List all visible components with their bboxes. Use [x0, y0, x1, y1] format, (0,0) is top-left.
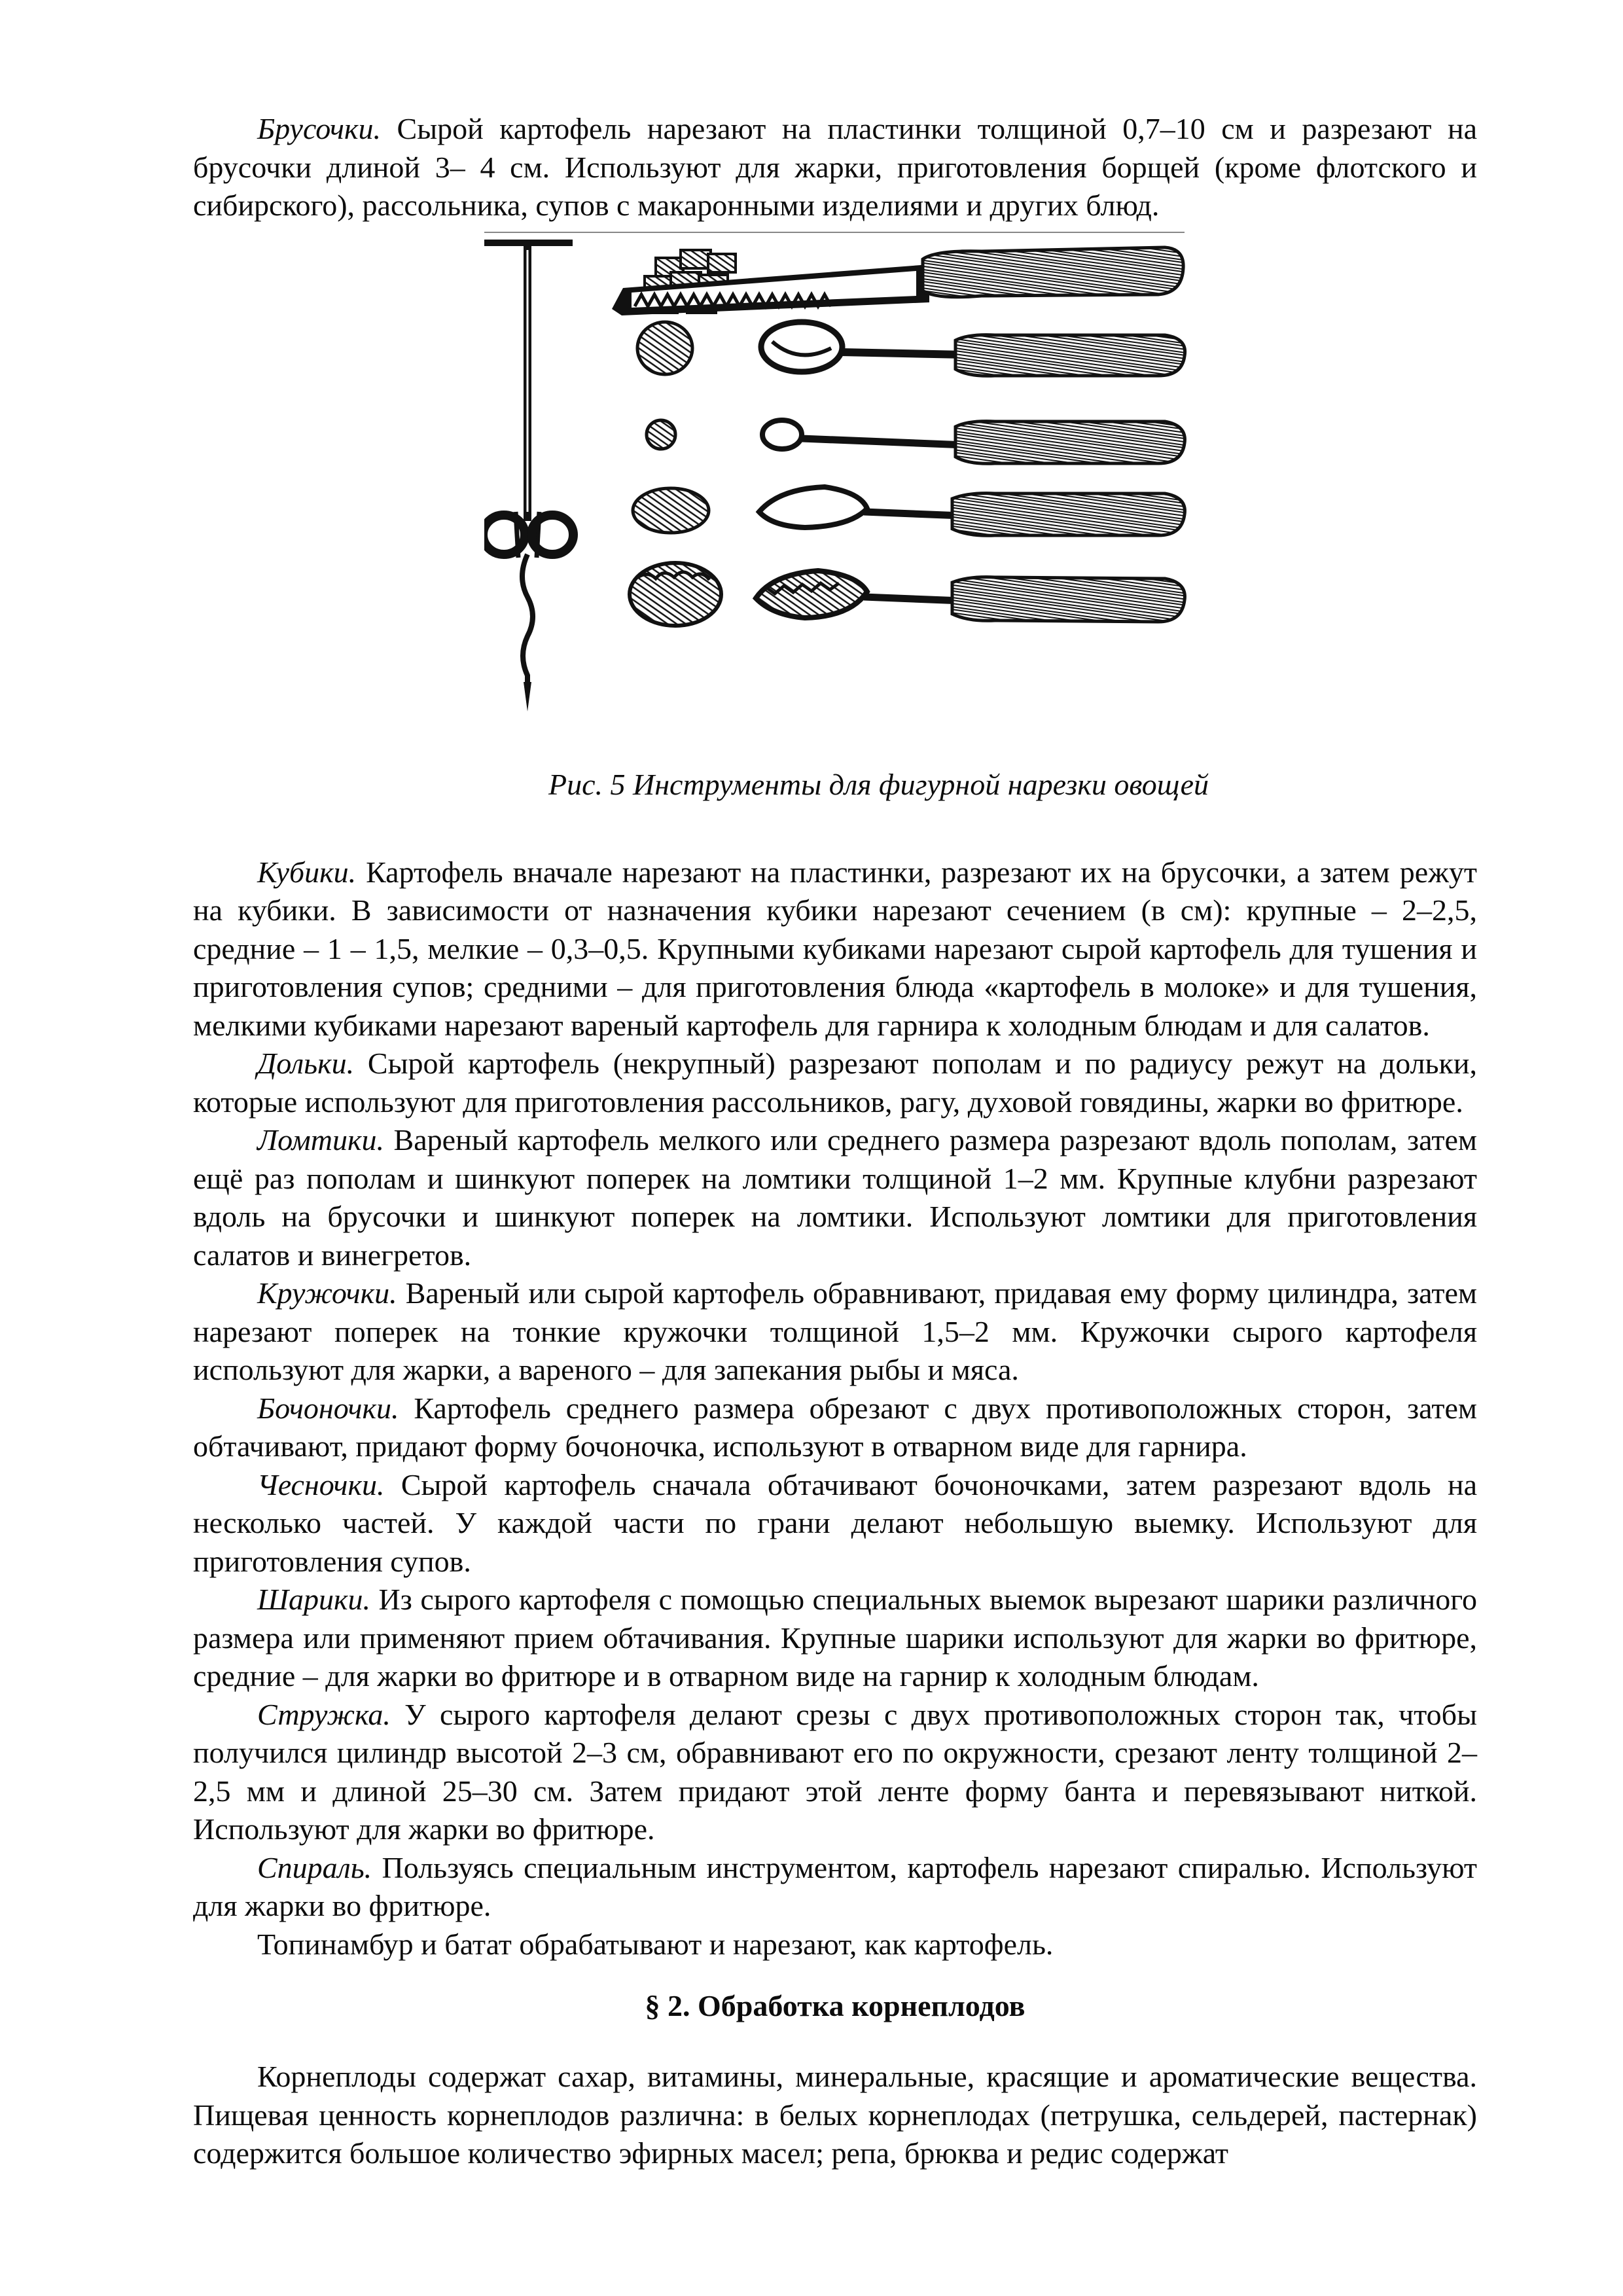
- paragraph-dolki: [193, 1045, 1477, 1121]
- fluted-scoop-icon: [756, 571, 1185, 622]
- term-shariki: Шарики.: [257, 1583, 370, 1616]
- large-ball-icon: [637, 322, 692, 374]
- term-dolki: Дольки.: [257, 1047, 355, 1080]
- paragraph-kruzhochki: [193, 1274, 1477, 1390]
- small-ball-icon: [647, 420, 675, 449]
- section-heading: § 2. Обработка корнеплодов: [645, 1989, 1026, 2022]
- small-scoop-icon: [762, 420, 1185, 463]
- paragraph-brusochki: [193, 110, 1477, 225]
- paragraph-korneplody: Корнеплоды содержат сахар, витамины, минеральные, красящие и ароматические вещества. Пищевая ценность корнеплодов различна: в белых корнеплодах (петрушка, сельдерей, пастернак) содержится большое количество эфирных масел; репа, брюква и редис содержат: [193, 2060, 1477, 2170]
- paragraph-text: Сырой картофель (некрупный) разрезают пополам и по радиусу режут на дольки, которые используют для приготовления рассольников, рагу, духовой говядины, жарки во фритюре.: [193, 1047, 1477, 1119]
- term-lomtiki: Ломтики.: [257, 1123, 384, 1157]
- oval-potato-icon: [633, 488, 709, 533]
- paragraph-text: У сырого картофеля делают срезы с двух противоположных сторон так, чтобы получился цилиндр высотой 2–3 см, обравнивают его по окружности, срезают ленту толщиной 2–2,5 мм и длиной 25–30 см. Затем придают этой ленте форму банта и перевязывают ниткой. Используют для жарки во фритюре.: [193, 1697, 1477, 1846]
- term-spiral: Спираль.: [257, 1850, 372, 1884]
- term-kubiki: Кубики.: [257, 855, 357, 889]
- paragraph-text: Сырой картофель нарезают на пластинки толщиной 0,7–10 см и разрезают на брусочки длиной 3– 4 см. Используют для жарки, приготовления борщей (кроме флотского и сибирского), рассольника, супов с макаронными изделиями и других блюд.: [193, 112, 1477, 222]
- term-struzhka: Стружка.: [257, 1697, 391, 1731]
- paragraph-text: Из сырого картофеля с помощью специальных выемок вырезают шарики различного размера или применяют прием обтачивания. Крупные шарики используют для жарки во фритюре, средние – для жарки во фритюре и в отварном виде на гарнир к холодным блюдам.: [193, 1583, 1477, 1693]
- tools-illustration: [484, 230, 1209, 762]
- paragraph-text: Сырой картофель сначала обтачивают бочоночками, затем разрезают вдоль на несколько частей. У каждой части по грани делают небольшую выемку. Используют для приготовления супов.: [193, 1467, 1477, 1578]
- term-bochonochki: Бочоночки.: [257, 1391, 399, 1425]
- page-content: [193, 110, 1477, 2173]
- paragraph-lomtiki: [193, 1121, 1477, 1274]
- paragraph-bochonochki: [193, 1390, 1477, 1466]
- spiral-cutter-icon: [484, 240, 573, 711]
- large-scoop-icon: [761, 322, 1185, 376]
- figure-vegetable-cutting-tools: [193, 230, 1477, 808]
- paragraph-text: Топинамбур и батат обрабатывают и нарезают, как картофель.: [257, 1927, 1054, 1961]
- term-brusochki: Брусочки.: [257, 112, 381, 145]
- paragraph-kubiki: [193, 853, 1477, 1045]
- paragraph-struzhka: [193, 1696, 1477, 1849]
- term-kruzhochki: Кружочки.: [257, 1276, 397, 1310]
- paragraph-text: Вареный картофель мелкого или среднего размера разрезают вдоль пополам, затем ещё раз пополам и шинкуют поперек на ломтики толщиной 1–2 мм. Крупные клубни разрезают вдоль на брусочки и шинкуют поперек на ломтики. Используют ломтики для приготовления салатов и винегретов.: [193, 1123, 1477, 1272]
- paragraph-text: Пользуясь специальным инструментом, картофель нарезают спиралью. Используют для жарки во фритюре.: [193, 1850, 1477, 1922]
- paragraph-text: Картофель вначале нарезают на пластинки, разрезают их на брусочки, а затем режут на кубики. В зависимости от назначения кубики нарезают сечением (в см): крупные – 2–2,5, средние – 1 – 1,5, мелкие – 0,3–0,5. Крупными кубиками нарезают сырой картофель для тушения и приготовления супов; средними – для приготовления блюда «картофель в молоке» и для тушения, мелкими кубиками нарезают вареный картофель для гарнира к холодным блюдам и для салатов.: [193, 855, 1477, 1042]
- paragraph-spiral: [193, 1849, 1477, 1926]
- term-chesnochki: Чесночки.: [257, 1467, 385, 1501]
- paragraph-text: Картофель среднего размера обрезают с двух противоположных сторон, затем обтачивают, придают форму бочоночка, используют в отварном виде для гарнира.: [193, 1391, 1477, 1463]
- paragraph-text: Вареный или сырой картофель обравнивают, придавая ему форму цилиндра, затем нарезают поперек на тонкие кружочки толщиной 1,5–2 мм. Кружочки сырого картофеля используют для жарки, а вареного – для запекания рыбы и мяса.: [193, 1276, 1477, 1386]
- paragraph-chesnochki: [193, 1466, 1477, 1581]
- paragraph-shariki: [193, 1581, 1477, 1696]
- figure-caption: Рис. 5 Инструменты для фигурной нарезки овощей: [548, 767, 1209, 801]
- oval-scoop-icon: [759, 487, 1185, 535]
- fluted-potato-icon: [630, 563, 721, 626]
- paragraph-topinambur: [193, 1926, 1477, 1964]
